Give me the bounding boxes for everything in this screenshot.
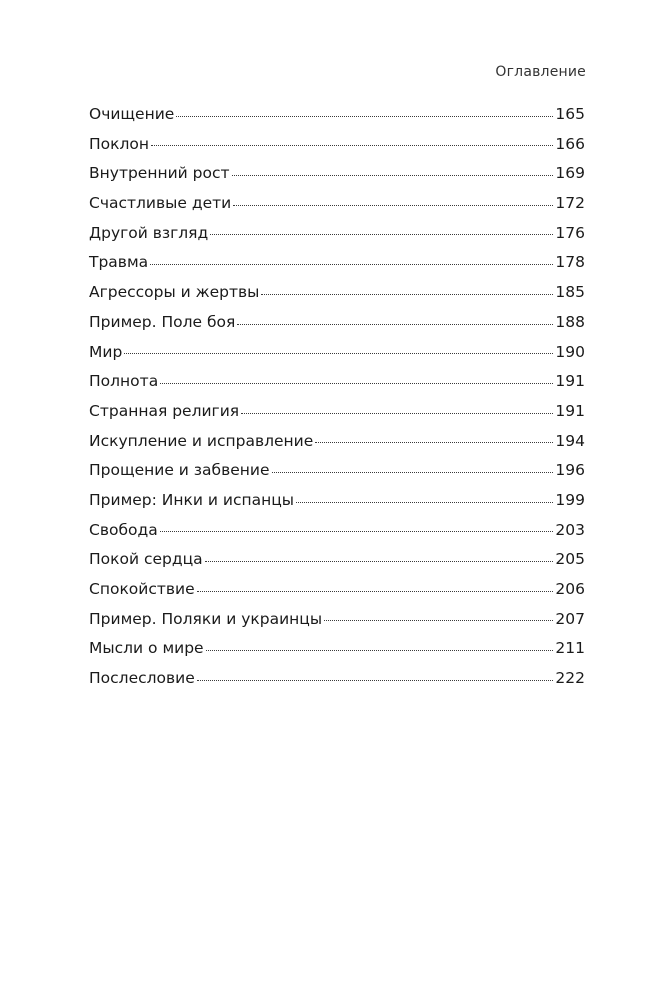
toc-entry[interactable] bbox=[89, 189, 585, 219]
toc-entry-page: 191 bbox=[555, 372, 585, 391]
toc-entry-title: Покой сердца bbox=[89, 550, 203, 569]
toc-dot-leader bbox=[160, 382, 553, 384]
toc-dot-leader bbox=[124, 352, 553, 354]
toc-dot-leader bbox=[272, 471, 554, 473]
toc-dot-leader bbox=[205, 560, 554, 562]
toc-entry-title: Очищение bbox=[89, 105, 175, 123]
toc-entry-page: 194 bbox=[555, 431, 585, 450]
toc-entry-page: 178 bbox=[555, 253, 585, 272]
toc-entry[interactable] bbox=[89, 545, 585, 575]
toc-entry-title: Мир bbox=[89, 342, 123, 361]
toc-dot-leader bbox=[151, 144, 553, 146]
toc-entry-page: 176 bbox=[555, 223, 585, 242]
toc-entry-page: 196 bbox=[555, 461, 585, 480]
toc-entry[interactable] bbox=[89, 486, 585, 516]
toc-entry-title: Пример: Инки и испанцы bbox=[89, 490, 295, 509]
toc-entry-page: 185 bbox=[555, 283, 585, 302]
toc-dot-leader bbox=[315, 441, 553, 443]
toc-dot-leader bbox=[160, 530, 554, 532]
toc-entry[interactable] bbox=[89, 456, 585, 486]
toc-entry-page: 203 bbox=[555, 520, 585, 539]
toc-entry-title: Поклон bbox=[89, 134, 150, 153]
running-head: Оглавление bbox=[495, 64, 586, 80]
toc-entry-title: Спокойствие bbox=[89, 580, 195, 598]
toc-entry-page: 205 bbox=[555, 550, 585, 569]
toc-entry[interactable] bbox=[89, 159, 585, 189]
toc-entry[interactable] bbox=[89, 664, 585, 694]
toc-dot-leader bbox=[241, 412, 553, 414]
toc-entry-title: Другой взгляд bbox=[89, 223, 209, 242]
toc-entry-title: Травма bbox=[89, 253, 149, 272]
toc-entry-title: Искупление и исправление bbox=[89, 431, 314, 450]
toc-entry-title: Пример. Поле боя bbox=[89, 312, 236, 331]
toc-entry[interactable] bbox=[89, 308, 585, 338]
toc-entry-title: Послесловие bbox=[89, 669, 195, 688]
toc-dot-leader bbox=[206, 649, 554, 651]
toc-entry[interactable] bbox=[89, 427, 585, 457]
toc-dot-leader bbox=[261, 293, 553, 295]
toc-entry-title: Агрессоры и жертвы bbox=[89, 283, 260, 302]
toc-entry-title: Счастливые дети bbox=[89, 194, 232, 213]
toc-entry-page: 211 bbox=[555, 639, 585, 658]
toc-dot-leader bbox=[324, 619, 553, 621]
toc-entry[interactable] bbox=[89, 634, 585, 664]
toc-entry[interactable] bbox=[89, 605, 585, 635]
toc-dot-leader bbox=[197, 590, 554, 592]
toc-entry-page: 206 bbox=[555, 580, 585, 598]
toc-entry-page: 169 bbox=[555, 164, 585, 183]
toc-entry-page: 188 bbox=[555, 312, 585, 331]
table-of-contents bbox=[89, 100, 585, 694]
toc-entry-page: 166 bbox=[555, 134, 585, 153]
toc-entry-title: Пример. Поляки и украинцы bbox=[89, 609, 323, 628]
toc-entry[interactable] bbox=[89, 397, 585, 427]
toc-entry-title: Мысли о мире bbox=[89, 639, 204, 658]
toc-entry-page: 172 bbox=[555, 194, 585, 213]
toc-dot-leader bbox=[197, 679, 554, 681]
toc-entry-title: Внутренний рост bbox=[89, 164, 230, 183]
toc-entry-page: 165 bbox=[555, 105, 585, 123]
toc-dot-leader bbox=[233, 204, 553, 206]
toc-entry-page: 222 bbox=[555, 669, 585, 688]
toc-entry-title: Странная религия bbox=[89, 401, 240, 420]
toc-entry-title: Прощение и забвение bbox=[89, 461, 270, 480]
toc-entry[interactable] bbox=[89, 100, 585, 130]
toc-entry[interactable] bbox=[89, 130, 585, 160]
toc-entry[interactable] bbox=[89, 248, 585, 278]
toc-dot-leader bbox=[176, 115, 553, 117]
toc-entry[interactable] bbox=[89, 338, 585, 368]
toc-entry[interactable] bbox=[89, 575, 585, 605]
toc-dot-leader bbox=[210, 233, 553, 235]
toc-entry[interactable] bbox=[89, 219, 585, 249]
toc-entry[interactable] bbox=[89, 278, 585, 308]
toc-entry-page: 191 bbox=[555, 401, 585, 420]
toc-entry-page: 199 bbox=[555, 490, 585, 509]
toc-dot-leader bbox=[232, 174, 554, 176]
toc-dot-leader bbox=[150, 263, 553, 265]
toc-entry-page: 207 bbox=[555, 609, 585, 628]
toc-dot-leader bbox=[296, 501, 553, 503]
toc-entry-page: 190 bbox=[555, 342, 585, 361]
toc-dot-leader bbox=[237, 323, 553, 325]
toc-entry-title: Полнота bbox=[89, 372, 159, 391]
toc-entry[interactable] bbox=[89, 516, 585, 546]
toc-entry-title: Свобода bbox=[89, 520, 158, 539]
toc-entry[interactable] bbox=[89, 367, 585, 397]
